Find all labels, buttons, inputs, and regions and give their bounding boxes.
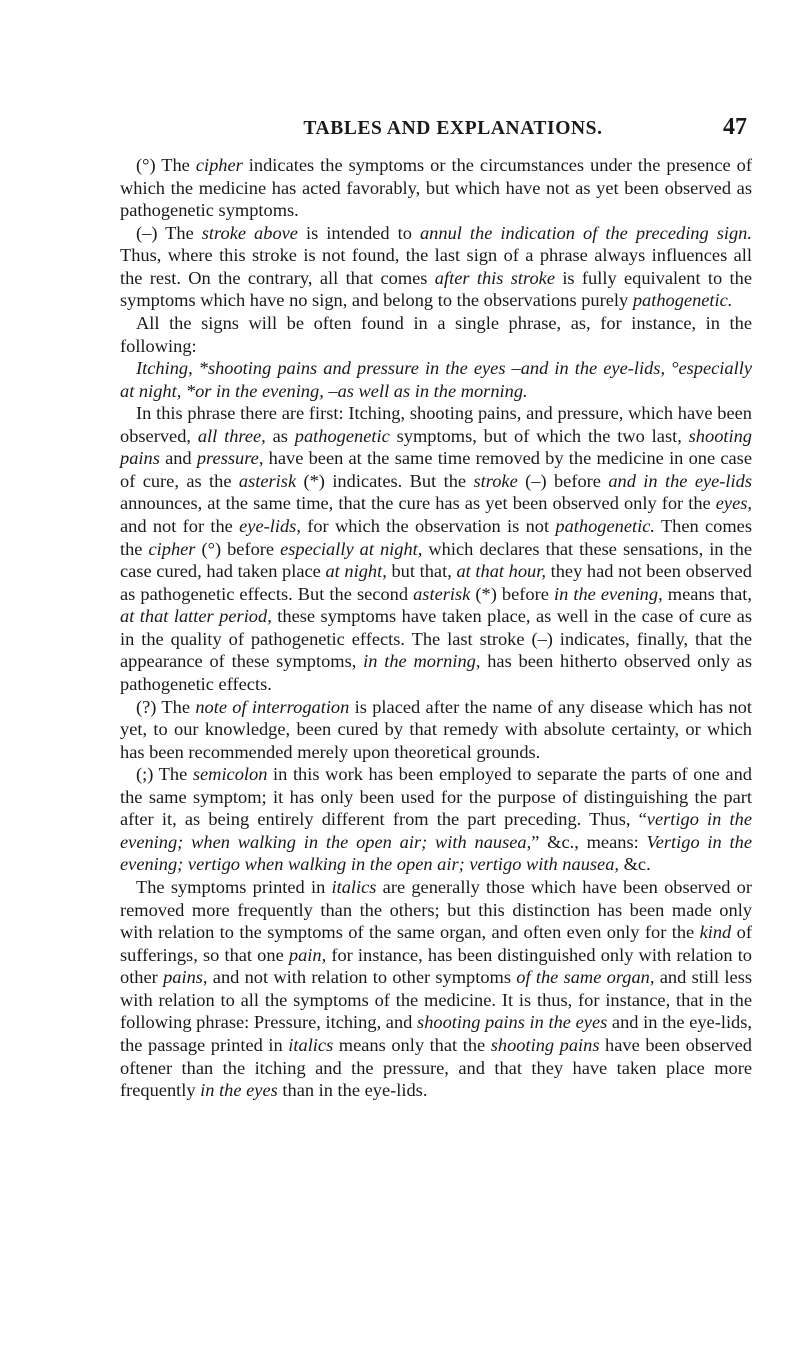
text-run: and [159,448,197,469]
text-run: Then comes the [120,516,753,559]
italic-run: Vertigo in the evening; vertigo when walking in the open air; vertigo with nausea, [120,831,752,875]
text-run: (–) The [136,222,202,243]
text-run: they had not been observed as pathogenetic effects. But the second [120,561,753,604]
text-run: and not with relation to other symptoms [207,967,517,988]
italic-run: in the morning, [363,651,481,672]
italic-run: cipher [148,538,196,559]
paragraph-stroke [120,222,752,312]
paragraph-signs-intro [120,312,752,357]
italic-run: shooting pains [490,1034,600,1055]
paragraph-semicolon [120,763,752,876]
text-run: have been observed oftener than the itching and the pressure, and that they have taken place more frequently [120,1034,752,1101]
text-run: (°) before [195,538,281,559]
italic-run: stroke [473,470,518,491]
italic-run: pathogenetic [294,425,390,446]
italic-run: pain, [288,944,327,965]
italic-run: cipher [195,155,243,175]
page-number: 47 [723,114,747,140]
text-run: for instance, has been distinguished only with relation to other [120,944,752,988]
text-run: (?) The [136,696,196,717]
text-run: and in the eye-lids, the passage printed in [120,1012,753,1055]
text-run: in this work has been employed to separate the parts of one and the same symptom; it has only been used for the purpose of distinguishing the part after it, as being entirely different from the part preceding. Thus, “ [120,764,752,830]
text-run: (*) before [470,583,554,604]
text-run: and not for the [120,516,240,536]
text-run: (–) before [517,470,609,491]
text-run: In this phrase there are first: Itching, shooting pains, and pressure, which have been observed, [120,403,752,446]
text-run: and still less with relation to all the symptoms of the medicine. It is thus, for instance, that in the following phrase: Pressure, itching, and [120,967,753,1033]
text-run: these symptoms have taken place, as well in the case of cure as in the quality of pathogenetic effects. The last stroke (–) indicates, finally, that the appearance of these symptoms, [120,606,752,672]
italic-run: especially at night, [280,538,423,559]
text-run: announces, at the same time, that the cure has as yet been observed only for the [120,493,716,514]
italic-run: after this stroke [434,267,555,288]
italic-run: shooting pains [120,425,752,469]
italic-run: at that latter period, [120,606,272,627]
italic-run: at that hour, [456,561,546,582]
text-run: as [265,425,295,446]
paragraph-example-phrase [120,357,752,402]
italic-run: shooting pains in the eyes [417,1012,608,1033]
text-run: have been at the same time removed by the medicine in one case of cure, as the [120,448,752,491]
italic-run: asterisk [413,583,471,604]
text-run: is placed after the name of any disease which has not yet, to our knowledge, been cured by that remedy with absolute certainty, or which has been recommended merely upon theoretical grounds. [120,696,752,762]
text-run: for which the observation is not [300,516,556,536]
text-run: are generally those which have been observed or removed more frequently than the others; but this distinction has been made only with relation to the symptoms of the same organ, and often even only for the [120,877,752,943]
italic-run: italics [331,877,377,897]
italic-run: stroke above [201,222,298,243]
italic-run: Itching, *shooting pains and pressure in the eyes –and in the eye-lids, °especially at night, *or in the evening, –as well as in the morning. [120,358,752,401]
text-run: has been hitherto observed only as pathogenetic effects. [120,651,752,694]
text-run: is intended to [297,222,420,243]
italic-run: at night, [325,561,387,582]
paragraph-interrogation [120,696,752,764]
text-run: symptoms, but of which the two last, [389,425,689,446]
running-head: TABLES AND EXPLANATIONS. [303,118,603,139]
italic-run: of the same organ, [516,967,655,988]
italic-run: italics [288,1034,334,1055]
paragraph-example-explanation [120,402,752,695]
italic-run: all three, [197,425,266,446]
text-run: means that, [662,583,752,604]
text-run: (;) The [136,764,193,785]
italic-run: pressure, [196,448,264,469]
text-run: (°) The [136,155,196,175]
italic-run: semicolon [192,764,268,785]
text-run: is fully equivalent to the symptoms which have no sign, and belong to the observations purely [120,267,752,311]
italic-run: pathogenetic. [555,516,655,536]
text-run: which declares that these sensations, in the case cured, had taken place [120,538,752,582]
text-run: Thus, where this stroke is not found, the last sign of a phrase always influences all the rest. On the contrary, all that comes [120,245,752,288]
italic-run: note of interrogation [195,696,350,717]
italic-run: in the eyes [200,1080,278,1101]
italic-run: kind [699,922,732,943]
italic-run: pathogenetic. [632,290,733,311]
text-run: than in the eye-lids. [277,1080,428,1101]
text-run: &c. [619,854,651,875]
italic-run: eye-lids, [239,516,301,536]
italic-run: and in the eye-lids [608,470,753,491]
text-run: but that, [386,561,457,582]
italic-run: vertigo in the evening; when walking in the open air; with nausea, [120,809,752,852]
text-run: All the signs will be often found in a single phrase, as, for instance, in the following: [120,312,752,356]
italic-run: asterisk [238,470,297,491]
body-text [120,154,752,1102]
text-run: means only that the [333,1034,491,1055]
text-run: indicates the symptoms or the circumstances under the presence of which the medicine has acted favorably, but which have not as yet been observed as pathogenetic symptoms. [120,155,752,221]
paragraph-cipher [120,154,752,222]
italic-run: pains, [163,967,208,988]
text-run: ” &c., means: [531,831,647,852]
text-run: The symptoms printed in [136,877,332,897]
text-run: of sufferings, so that one [120,922,752,965]
paragraph-italics [120,876,752,1102]
italic-run: annul the indication of the preceding sign. [419,222,752,243]
italic-run: in the evening, [553,583,663,604]
italic-run: eyes, [715,493,752,514]
text-run: (*) indicates. But the [296,470,474,491]
